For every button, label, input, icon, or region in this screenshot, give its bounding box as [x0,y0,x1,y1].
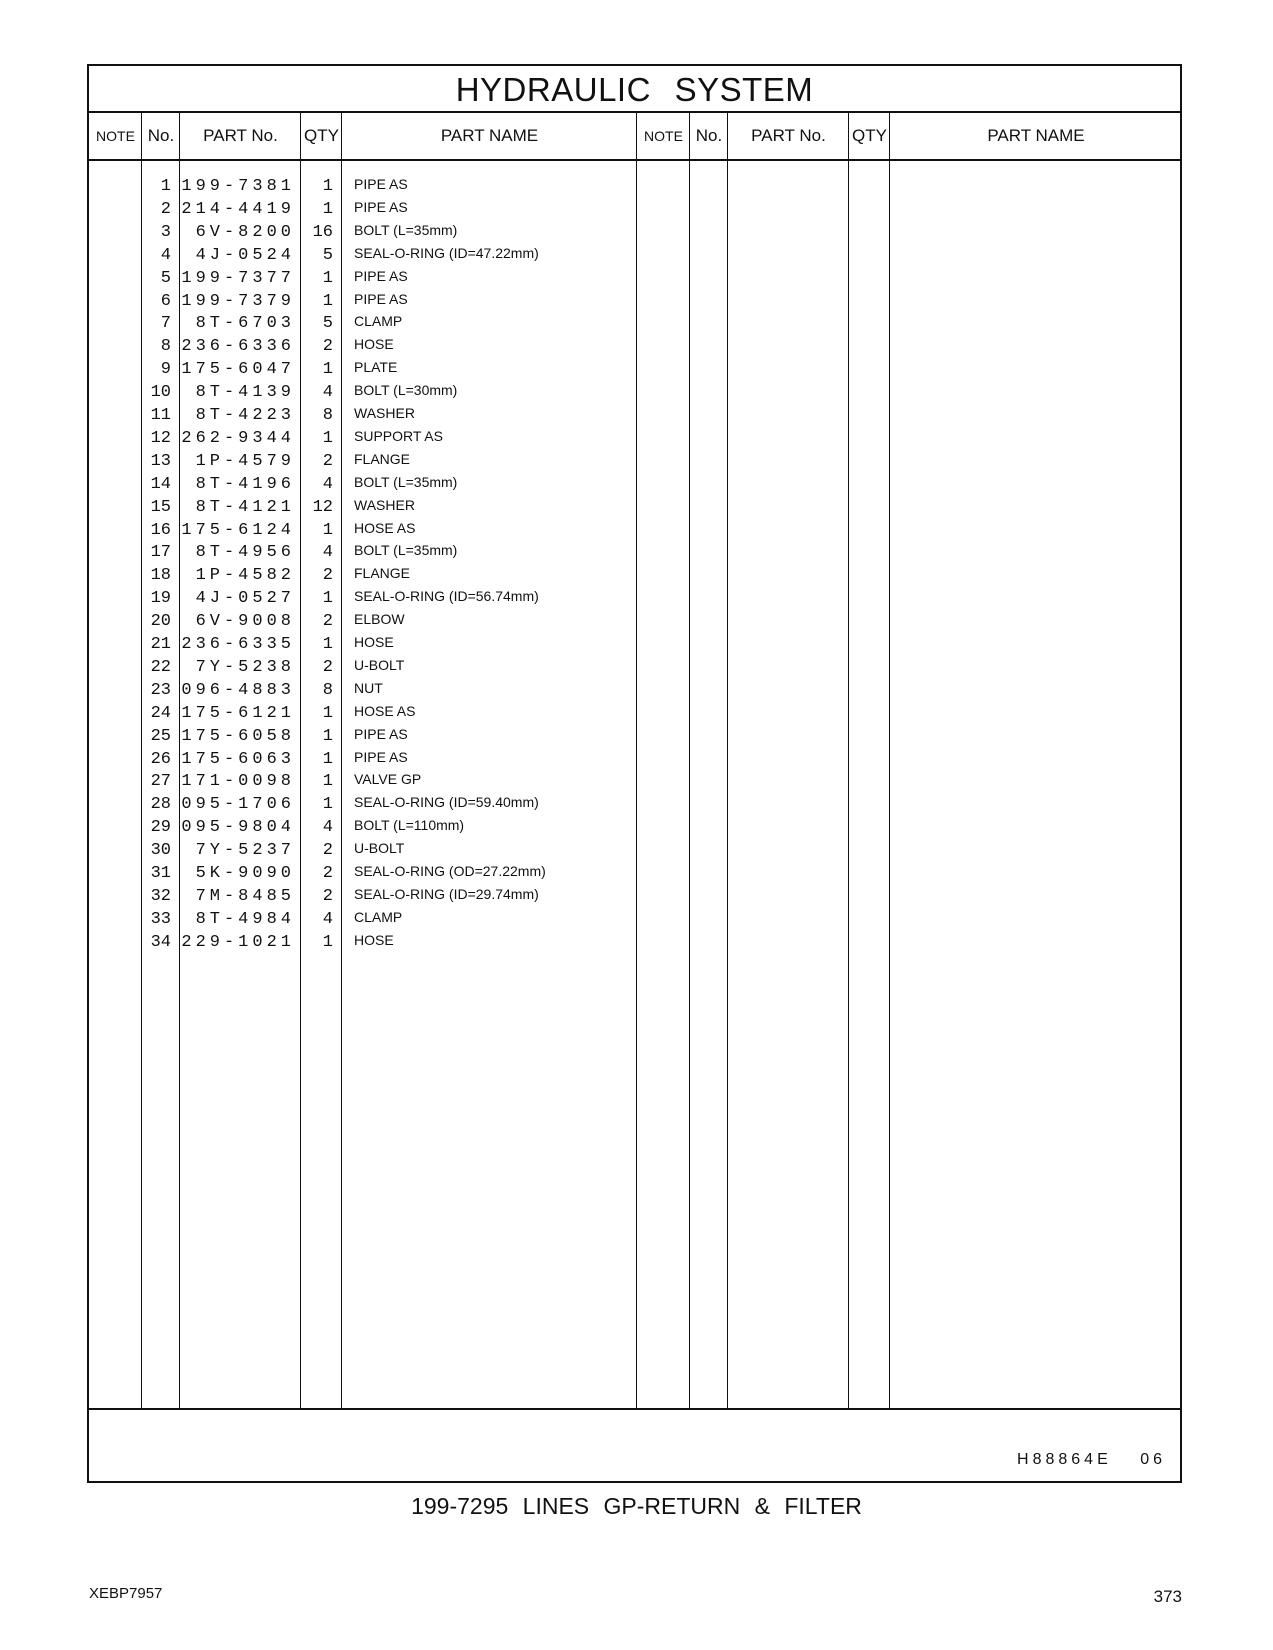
part-number: 4J-0524 [195,245,295,265]
table-row [89,925,1180,952]
table-row [89,558,1180,586]
part-number: 171-0098 [181,772,295,792]
part-name: U-BOLT [354,840,405,857]
part-name: FLANGE [354,450,411,467]
table-body [89,161,1180,1410]
part-number: 199-7381 [181,177,295,196]
quantity: 1 [322,932,333,952]
part-number: 8T-6703 [195,314,295,334]
column-divider [848,113,849,1410]
quantity: 12 [312,497,333,517]
quantity: 2 [322,657,333,677]
quantity: 1 [322,428,333,448]
quantity: 1 [322,268,333,288]
item-number: 26 [150,749,171,769]
table-row [89,215,1180,242]
part-number: 7M-8485 [195,886,295,906]
part-number: 199-7379 [181,291,295,311]
item-number: 3 [160,222,171,242]
item-number: 7 [160,314,171,334]
item-number: 13 [150,451,171,471]
part-number: 229-1021 [181,932,295,952]
quantity: 4 [322,383,333,403]
quantity: 1 [322,772,333,792]
table-row [89,398,1180,425]
part-name: PIPE AS [354,267,408,284]
item-number: 21 [150,635,171,654]
part-number: 5K-9090 [195,864,295,883]
item-number: 12 [150,428,171,448]
part-name: SEAL-O-RING (ID=59.40mm) [354,794,539,811]
table-row [89,329,1180,357]
header-qty-2: QTY [852,126,887,145]
quantity: 1 [322,749,333,769]
item-number: 6 [160,291,171,311]
item-number: 5 [160,268,171,288]
table-row [89,306,1180,334]
item-number: 14 [150,474,171,494]
part-number: 175-6058 [181,726,295,746]
table-row [89,902,1180,929]
table-row [89,261,1180,288]
item-number: 27 [150,772,171,792]
header-part-name-2: PART NAME [987,126,1085,145]
item-number: 34 [150,932,171,952]
quantity: 1 [322,589,333,609]
part-name: NUT [354,679,383,696]
item-number: 4 [160,245,171,265]
group-caption: 199-7295 LINES GP-RETURN & FILTER [411,1493,862,1519]
part-number: 095-1706 [181,795,295,815]
table-row [89,719,1180,746]
quantity: 2 [322,451,333,471]
part-number: 199-7377 [181,268,295,288]
part-name: BOLT (L=30mm) [354,382,458,399]
item-number: 11 [150,406,171,425]
part-name: CLAMP [354,313,403,330]
item-number: 1 [160,177,171,196]
part-number: 8T-4139 [195,383,295,403]
item-number: 25 [150,726,171,746]
part-name: HOSE [354,931,394,948]
column-divider [889,113,890,1410]
part-number: 175-6047 [181,360,295,380]
part-number: 8T-4223 [195,406,295,425]
part-number: 175-6124 [181,520,295,540]
header-note-2: NOTE [644,128,683,144]
table-row [89,879,1180,906]
item-number: 18 [150,566,171,586]
item-number: 20 [150,612,171,632]
quantity: 8 [322,680,333,700]
table-row [89,764,1180,792]
column-divider [300,113,301,1410]
quantity: 2 [322,566,333,586]
table-row [89,169,1180,196]
part-name: HOSE AS [354,519,416,536]
part-number: 7Y-5238 [195,657,295,677]
item-number: 16 [150,520,171,540]
parts-table-frame [87,64,1182,1483]
table-row [89,627,1180,654]
table-row [89,810,1180,838]
table-row [89,673,1180,700]
header-note: NOTE [96,128,135,144]
item-number: 22 [150,657,171,677]
part-name: HOSE [354,336,394,353]
page-number: 373 [1153,1587,1182,1606]
quantity: 2 [322,337,333,357]
item-number: 23 [150,680,171,700]
table-row [89,535,1180,563]
column-divider [689,113,690,1410]
table-row [89,513,1180,540]
header-part-no: PART No. [203,126,278,145]
part-name: BOLT (L=35mm) [354,221,458,238]
quantity: 1 [322,199,333,219]
item-number: 28 [150,795,171,815]
table-row [89,696,1180,723]
part-name: SEAL-O-RING (ID=29.74mm) [354,885,539,902]
document-id: XEBP7957 [89,1585,163,1602]
part-name: SEAL-O-RING (ID=47.22mm) [354,244,539,261]
table-row [89,467,1180,494]
part-name: VALVE GP [354,771,422,788]
item-number: 31 [150,864,171,883]
item-number: 10 [150,383,171,403]
quantity: 4 [322,474,333,494]
table-row [89,787,1180,815]
part-number: 7Y-5237 [195,841,295,861]
item-number: 15 [150,497,171,517]
illustration-code: H88864E 06 [1017,1451,1166,1468]
section-title: HYDRAULIC SYSTEM [89,66,1180,113]
table-row [89,421,1180,448]
part-number: 8T-4121 [195,497,295,517]
part-number: 236-6336 [181,337,295,357]
table-row [89,375,1180,403]
table-row [89,352,1180,380]
quantity: 8 [322,406,333,425]
item-number: 24 [150,703,171,723]
part-number: 6V-8200 [195,222,295,242]
part-name: PIPE AS [354,725,408,742]
table-row [89,444,1180,471]
item-number: 8 [160,337,171,357]
table-row [89,833,1180,861]
table-row [89,192,1180,219]
part-name: CLAMP [354,908,403,925]
part-number: 4J-0527 [195,589,295,609]
part-number: 175-6063 [181,749,295,769]
part-name: WASHER [354,496,415,513]
table-row [89,742,1180,769]
table-header [89,113,1180,161]
part-name: SEAL-O-RING (OD=27.22mm) [354,863,546,879]
quantity: 5 [322,314,333,334]
part-name: PLATE [354,359,398,376]
quantity: 1 [322,703,333,723]
quantity: 1 [322,795,333,815]
part-number: 6V-9008 [195,612,295,632]
part-name: BOLT (L=110mm) [354,817,465,834]
header-qty: QTY [304,126,339,145]
table-row [89,238,1180,265]
quantity: 1 [322,726,333,746]
table-row [89,490,1180,517]
item-number: 32 [150,886,171,906]
part-name: PIPE AS [354,176,408,192]
column-divider [341,113,342,1410]
part-number: 8T-4196 [195,474,295,494]
table-row [89,650,1180,677]
quantity: 1 [322,291,333,311]
part-name: SEAL-O-RING (ID=56.74mm) [354,588,539,605]
part-name: WASHER [354,405,415,421]
part-number: 1P-4579 [195,451,295,471]
part-name: ELBOW [354,611,405,628]
part-number: 175-6121 [181,703,295,723]
header-no: No. [147,126,175,145]
part-number: 095-9804 [181,818,295,838]
quantity: 4 [322,909,333,929]
quantity: 2 [322,841,333,861]
quantity: 16 [312,222,333,242]
part-number: 1P-4582 [195,566,295,586]
part-name: U-BOLT [354,656,405,673]
part-name: HOSE AS [354,702,416,719]
table-row [89,581,1180,609]
header-part-no-2: PART No. [751,126,826,145]
item-number: 9 [160,360,171,380]
part-number: 262-9344 [181,428,295,448]
quantity: 2 [322,886,333,906]
item-number: 17 [150,543,171,563]
quantity: 1 [322,520,333,540]
quantity: 2 [322,612,333,632]
part-name: BOLT (L=35mm) [354,473,458,490]
part-number: 8T-4984 [195,909,295,929]
part-name: PIPE AS [354,748,408,765]
header-no-2: No. [695,126,723,145]
table-row [89,604,1180,632]
column-divider [179,113,180,1410]
part-name: PIPE AS [354,198,408,215]
column-divider [141,113,142,1410]
part-number: 214-4419 [181,199,295,219]
part-name: PIPE AS [354,290,408,307]
part-number: 236-6335 [181,635,295,654]
quantity: 4 [322,543,333,563]
quantity: 5 [322,245,333,265]
item-number: 19 [150,589,171,609]
part-name: FLANGE [354,565,411,582]
item-number: 30 [150,841,171,861]
quantity: 1 [322,360,333,380]
column-divider [727,113,728,1410]
quantity: 2 [322,864,333,883]
item-number: 33 [150,909,171,929]
item-number: 29 [150,818,171,838]
header-part-name: PART NAME [440,126,539,145]
part-number: 096-4883 [181,680,295,700]
table-row [89,284,1180,311]
column-divider [636,113,637,1410]
quantity: 1 [322,635,333,654]
part-name: BOLT (L=35mm) [354,542,458,559]
quantity: 1 [322,177,333,196]
item-number: 2 [160,199,171,219]
part-name: HOSE [354,634,394,650]
quantity: 4 [322,818,333,838]
part-name: SUPPORT AS [354,427,443,444]
part-number: 8T-4956 [195,543,295,563]
table-row [89,856,1180,883]
